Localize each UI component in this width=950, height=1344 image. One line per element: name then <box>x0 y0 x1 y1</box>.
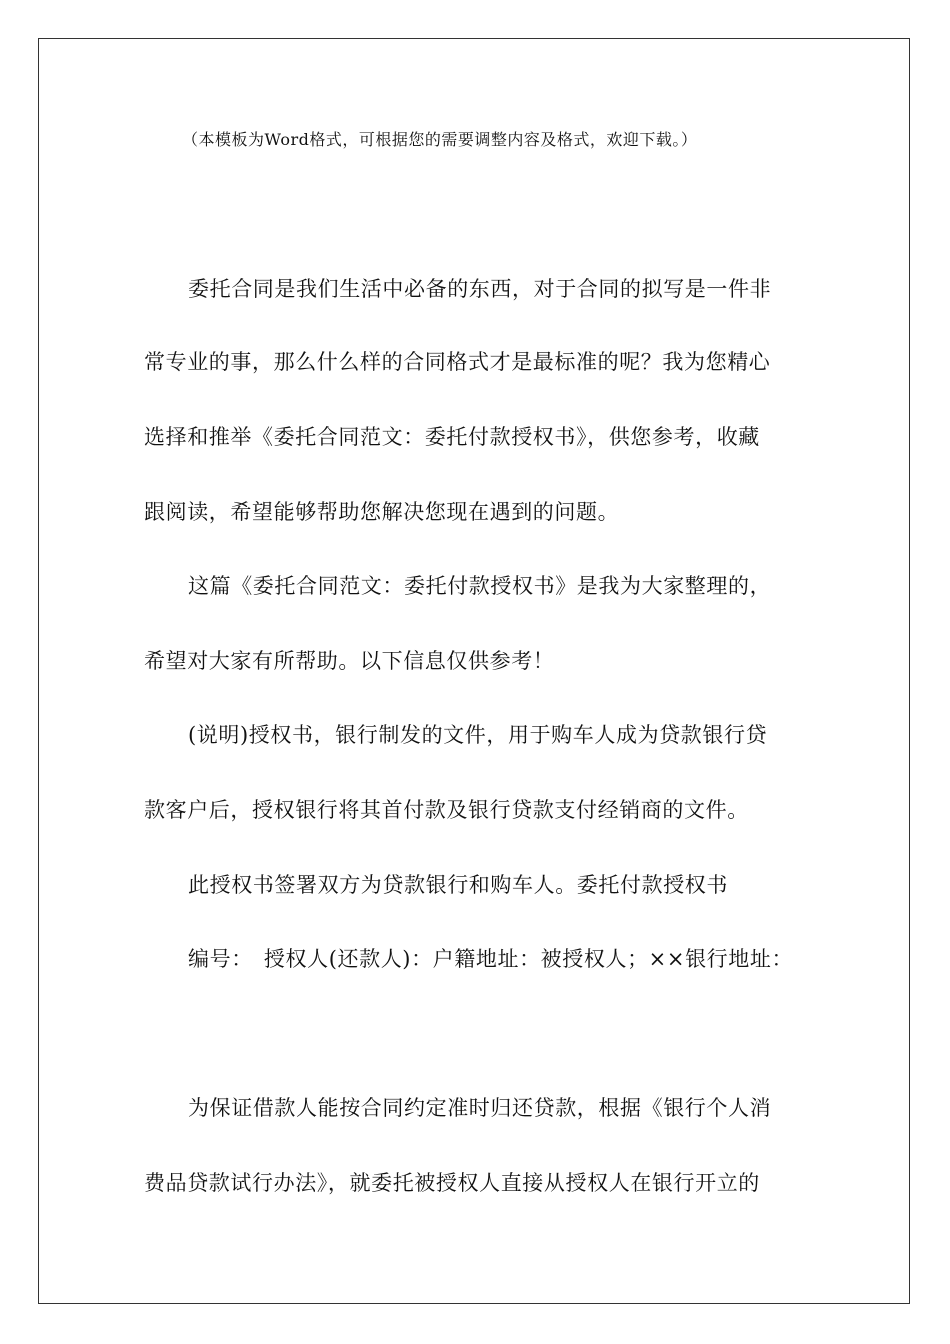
paragraph-line: 跟阅读，希望能够帮助您解决您现在遇到的问题。 <box>144 500 620 524</box>
paragraph-line: 费品贷款试行办法》，就委托被授权人直接从授权人在银行开立的 <box>144 1171 760 1195</box>
paragraph-line: 款客户后，授权银行将其首付款及银行贷款支付经销商的文件。 <box>144 798 749 822</box>
paragraph-line: 委托合同是我们生活中必备的东西，对于合同的拟写是一件非 <box>188 277 772 301</box>
template-note: （本模板为Word格式，可根据您的需要调整内容及格式，欢迎下载。） <box>182 130 698 149</box>
paragraph-line: 这篇《委托合同范文：委托付款授权书》是我为大家整理的， <box>188 574 772 598</box>
paragraph-line: 希望对大家有所帮助。以下信息仅供参考！ <box>144 649 555 673</box>
paragraph-line: 常专业的事，那么什么样的合同格式才是最标准的呢？我为您精心 <box>144 350 771 374</box>
contract-fields-line: 编号： 授权人(还款人)：户籍地址：被授权人；××银行地址： <box>188 947 794 971</box>
paragraph-line: 此授权书签署双方为贷款银行和购车人。委托付款授权书 <box>188 873 728 897</box>
paragraph-line: 为保证借款人能按合同约定准时归还贷款，根据《银行个人消 <box>188 1096 772 1120</box>
paragraph-line: 选择和推举《委托合同范文：委托付款授权书》，供您参考，收藏 <box>144 425 760 449</box>
paragraph-line: (说明)授权书，银行制发的文件，用于购车人成为贷款银行贷 <box>188 723 768 747</box>
